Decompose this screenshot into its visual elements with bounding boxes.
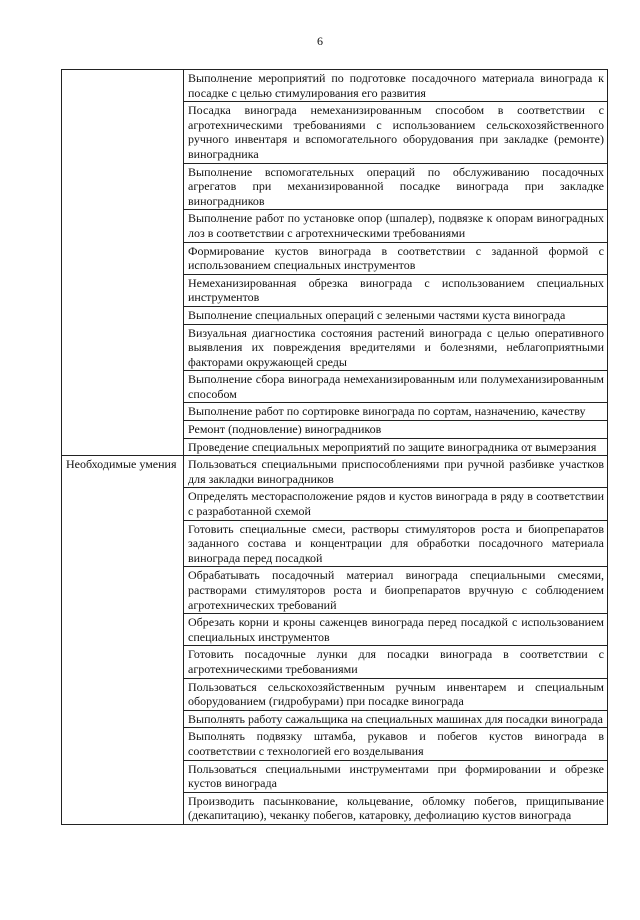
requirement-text: Определять месторасположение рядов и кустов винограда в ряду в соответствии с разработанной схемой bbox=[184, 488, 608, 520]
requirement-text: Пользоваться специальными инструментами при формировании и обрезке кустов винограда bbox=[184, 760, 608, 792]
requirement-text: Выполнять подвязку штамба, рукавов и побегов кустов винограда в соответствии с технологией его возделывания bbox=[184, 728, 608, 760]
requirement-text: Выполнение мероприятий по подготовке посадочного материала винограда к посадке с целью стимулирования его развития bbox=[184, 70, 608, 102]
requirement-text: Посадка винограда немеханизированным способом в соответствии с агротехническими требованиями с использованием сельскохозяйственного ручного инвентаря и вспомогательного оборудования при закладке (ремонте) виноградника bbox=[184, 102, 608, 163]
requirement-text: Визуальная диагностика состояния растений винограда с целью оперативного выявления их повреждения вредителями и болезнями, неблагоприятными факторами окружающей среды bbox=[184, 324, 608, 371]
requirement-text: Ремонт (подновление) виноградников bbox=[184, 421, 608, 439]
requirement-text: Выполнять работу сажальщика на специальных машинах для посадки винограда bbox=[184, 710, 608, 728]
requirement-text: Пользоваться специальными приспособлениями при ручной разбивке участков для закладки виноградников bbox=[184, 456, 608, 488]
requirement-text: Готовить специальные смеси, растворы стимуляторов роста и биопрепаратов заданного состава и концентрации для обработки посадочного материала винограда перед посадкой bbox=[184, 520, 608, 567]
requirement-text: Выполнение специальных операций с зелеными частями куста винограда bbox=[184, 306, 608, 324]
requirement-text: Выполнение работ по установке опор (шпалер), подвязке к опорам виноградных лоз в соответствии с агротехническими требованиями bbox=[184, 210, 608, 242]
requirement-text: Обрезать корни и кроны саженцев винограда перед посадкой с использованием специальных инструментов bbox=[184, 614, 608, 646]
section-label: Необходимые умения bbox=[62, 456, 184, 825]
requirement-text: Выполнение работ по сортировке винограда по сортам, назначению, качеству bbox=[184, 403, 608, 421]
requirement-text: Немеханизированная обрезка винограда с использованием специальных инструментов bbox=[184, 274, 608, 306]
table-row bbox=[62, 456, 608, 488]
requirement-text: Пользоваться сельскохозяйственным ручным инвентарем и специальным оборудованием (гидробурами) при посадке винограда bbox=[184, 678, 608, 710]
requirement-text: Выполнение сбора винограда немеханизированным или полумеханизированным способом bbox=[184, 371, 608, 403]
page-number: 6 bbox=[317, 34, 323, 48]
table-row bbox=[62, 70, 608, 102]
requirement-text: Производить пасынкование, кольцевание, обломку побегов, прищипывание (декапитацию), чеканку побегов, катаровку, дефолиацию кустов винограда bbox=[184, 792, 608, 824]
table-body bbox=[62, 70, 608, 825]
requirements-table bbox=[61, 69, 608, 825]
requirement-text: Формирование кустов винограда в соответствии с заданной формой с использованием специальных инструментов bbox=[184, 242, 608, 274]
requirement-text: Готовить посадочные лунки для посадки винограда в соответствии с агротехническими требованиями bbox=[184, 646, 608, 678]
requirement-text: Выполнение вспомогательных операций по обслуживанию посадочных агрегатов при механизированной посадке винограда при закладке виноградников bbox=[184, 163, 608, 210]
requirement-text: Проведение специальных мероприятий по защите виноградника от вымерзания bbox=[184, 438, 608, 456]
section-label bbox=[62, 70, 184, 456]
requirement-text: Обрабатывать посадочный материал винограда специальными смесями, растворами стимуляторов роста и биопрепаратов вручную с соблюдением агротехнических требований bbox=[184, 567, 608, 614]
